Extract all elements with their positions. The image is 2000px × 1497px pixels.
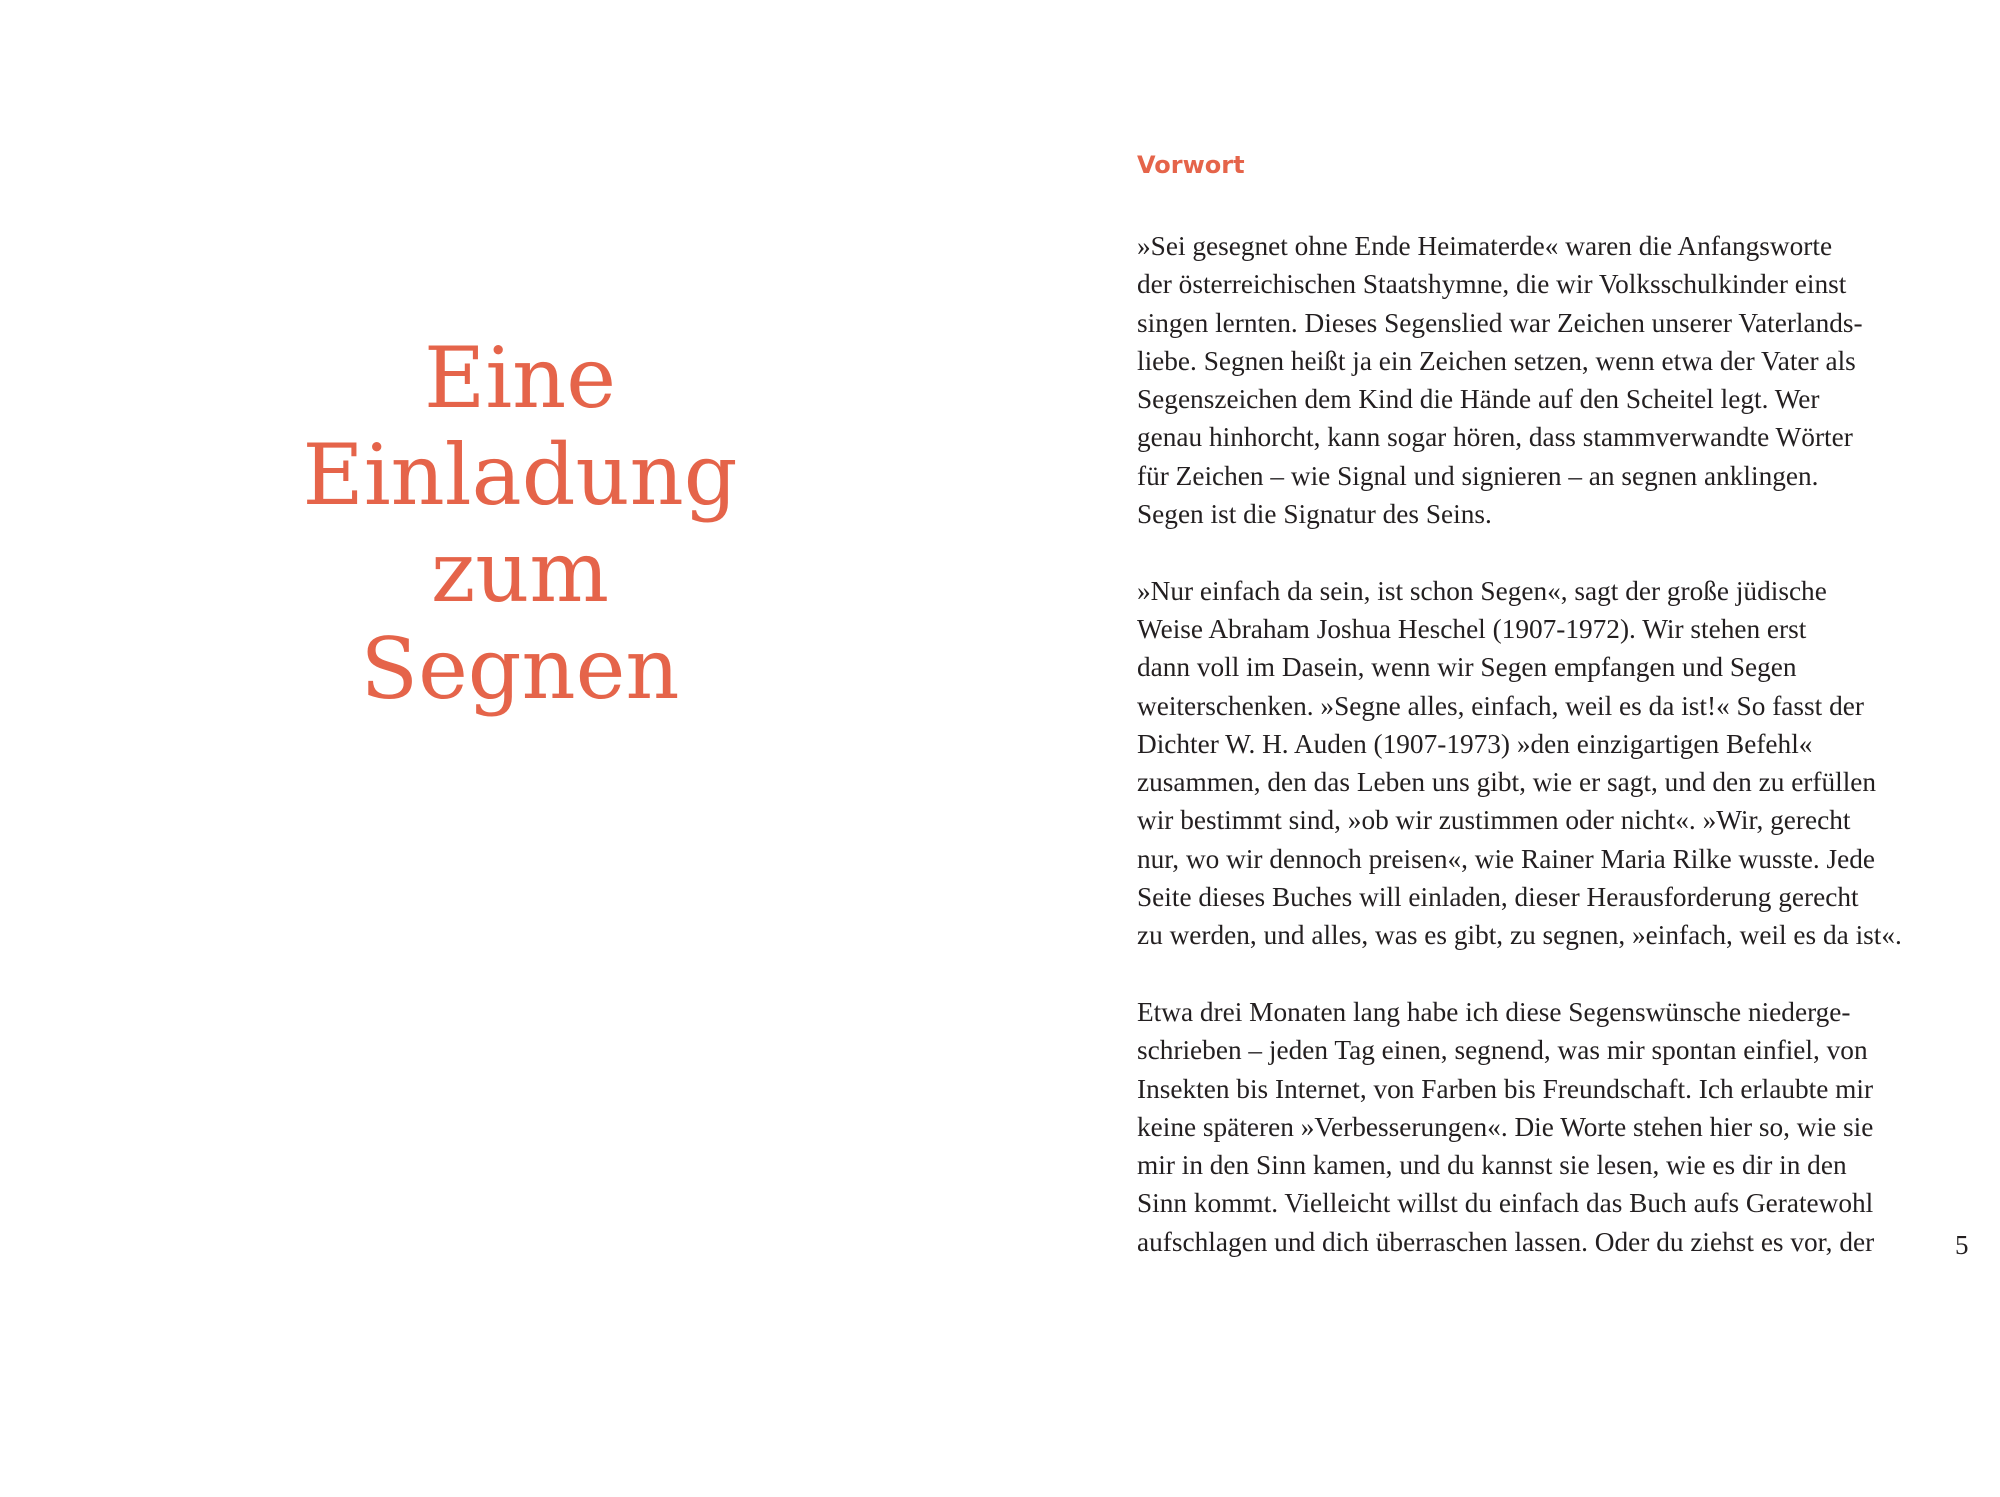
text-line: singen lernten. Dieses Segenslied war Zeichen unserer Vaterlands- — [1137, 307, 1863, 338]
text-line: liebe. Segnen heißt ja ein Zeichen setzen, wenn etwa der Vater als — [1137, 345, 1856, 376]
title-line: Segnen — [360, 620, 680, 718]
text-line: dann voll im Dasein, wenn wir Segen empfangen und Segen — [1137, 652, 1797, 683]
text-line: Segenszeichen dem Kind die Hände auf den Scheitel legt. Wer — [1137, 384, 1820, 415]
text-line: »Sei gesegnet ohne Ende Heimaterde« waren die Anfangsworte — [1137, 231, 1833, 261]
text-line: Segen ist die Signatur des Seins. — [1137, 499, 1492, 530]
text-line: weiterschenken. »Segne alles, einfach, weil es da ist!« So fasst der — [1137, 690, 1864, 721]
text-line: keine späteren »Verbesserungen«. Die Worte stehen hier so, wie sie — [1137, 1111, 1874, 1142]
text-line: Weise Abraham Joshua Heschel (1907-1972). Wir stehen erst — [1137, 613, 1807, 644]
body-text — [1137, 227, 1902, 1299]
text-line: zu werden, und alles, was es gibt, zu segnen, »einfach, weil es da ist«. — [1137, 920, 1902, 951]
right-page — [1000, 0, 2000, 1497]
text-line: Insekten bis Internet, von Farben bis Freundschaft. Ich erlaubte mir — [1137, 1073, 1874, 1104]
text-line: nur, wo wir dennoch preisen«, wie Rainer Maria Rilke wusste. Jede — [1137, 843, 1876, 874]
paragraph-3 — [1137, 993, 1875, 1261]
text-line: mir in den Sinn kamen, und du kannst sie lesen, wie es dir in den — [1137, 1150, 1847, 1181]
paragraph-2 — [1137, 572, 1902, 955]
text-line: Etwa drei Monaten lang habe ich diese Segenswünsche niederge- — [1137, 996, 1851, 1027]
text-line: Sinn kommt. Vielleicht willst du einfach das Buch aufs Geratewohl — [1137, 1188, 1874, 1219]
text-line: zusammen, den das Leben uns gibt, wie er sagt, und den zu erfüllen — [1137, 767, 1877, 798]
book-title — [230, 330, 810, 718]
text-line: aufschlagen und dich überraschen lassen. Oder du ziehst es vor, der — [1137, 1226, 1875, 1257]
text-line: »Nur einfach da sein, ist schon Segen«, sagt der große jüdische — [1137, 575, 1827, 606]
text-line: schrieben – jeden Tag einen, segnend, was mir spontan einfiel, von — [1137, 1035, 1868, 1066]
text-line: Dichter W. H. Auden (1907-1973) »den einzigartigen Befehl« — [1137, 728, 1813, 759]
paragraph-1 — [1137, 227, 1863, 533]
text-line: für Zeichen – wie Signal und signieren – an segnen anklingen. — [1137, 460, 1819, 491]
title-line: zum — [430, 523, 609, 621]
text-line: genau hinhorcht, kann sogar hören, dass stammverwandte Wörter — [1137, 422, 1853, 453]
section-heading: Vorwort — [1137, 151, 1245, 179]
text-line: Seite dieses Buches will einladen, dieser Herausforderung gerecht — [1137, 882, 1859, 913]
title-line: Eine — [424, 329, 616, 427]
page-number: 5 — [1955, 1230, 1969, 1260]
title-line: Einladung — [302, 426, 738, 524]
text-line: wir bestimmt sind, »ob wir zustimmen oder nicht«. »Wir, gerecht — [1137, 805, 1851, 836]
text-line: der österreichischen Staatshymne, die wir Volksschulkinder einst — [1137, 269, 1847, 300]
